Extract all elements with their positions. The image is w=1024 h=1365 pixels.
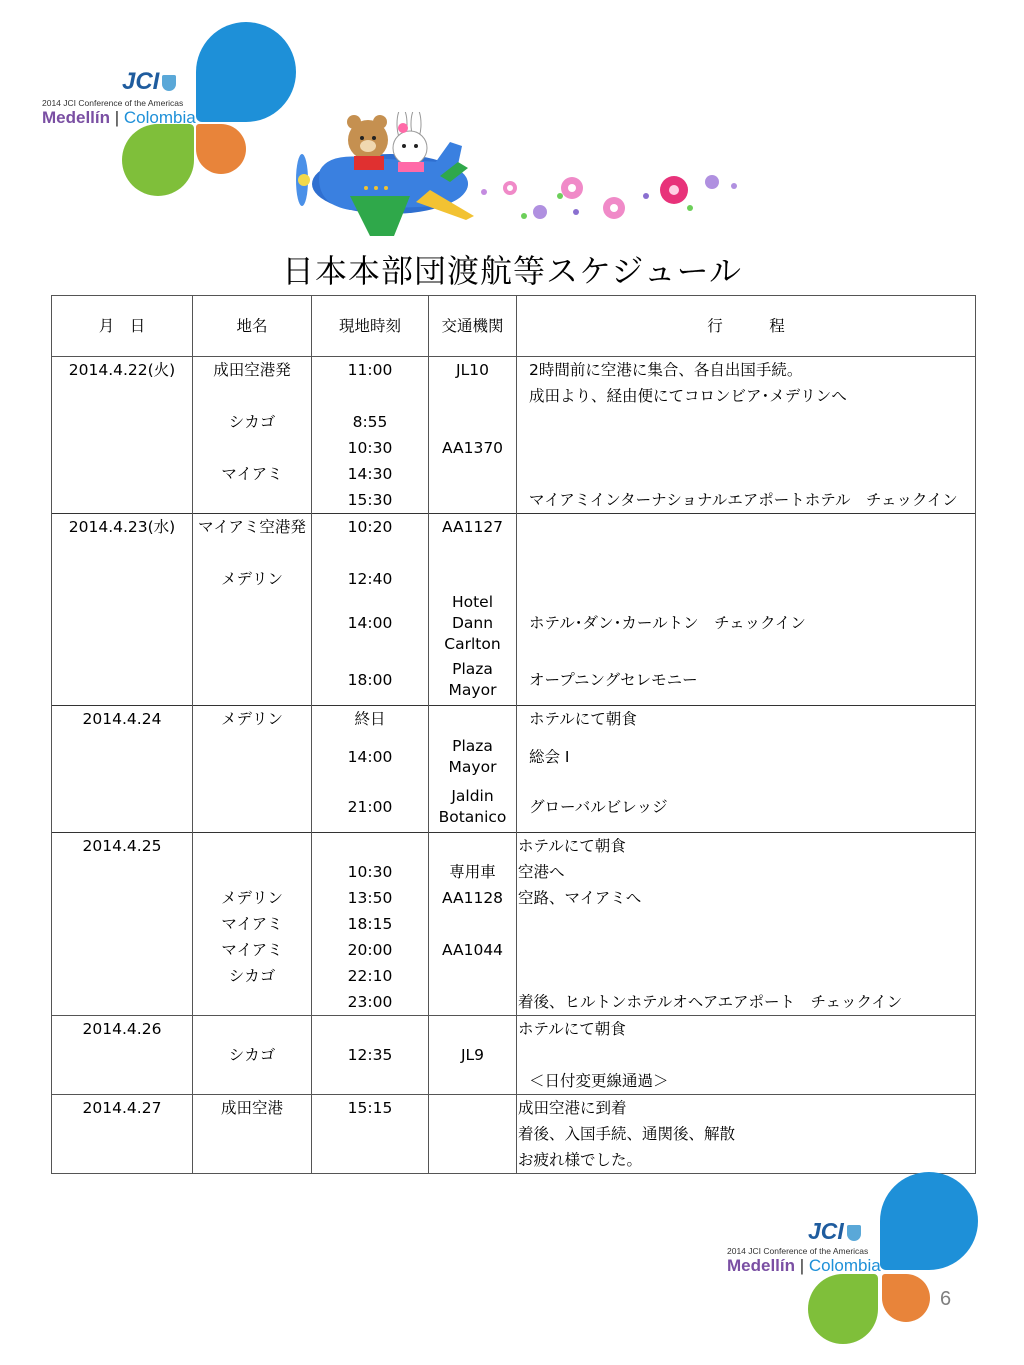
transport-cell: Plaza Mayor: [429, 732, 517, 782]
itinerary-cell: 空路、マイアミへ: [517, 885, 976, 911]
time-cell: 18:00: [312, 655, 429, 706]
date-cell: [52, 1042, 193, 1068]
table-row: [52, 409, 976, 435]
page-number: 6: [940, 1288, 952, 1310]
time-cell: 14:00: [312, 732, 429, 782]
place-cell: [193, 487, 312, 514]
table-row: [52, 383, 976, 409]
place-cell: [193, 859, 312, 885]
table-row: [52, 540, 976, 566]
place-cell: [193, 540, 312, 566]
table-row: [52, 1095, 976, 1122]
date-cell: [52, 911, 193, 937]
table-row: [52, 566, 976, 592]
table-row: [52, 937, 976, 963]
logo-orange-blob: [882, 1274, 930, 1322]
itinerary-cell: ホテルにて朝食: [517, 833, 976, 860]
itinerary-cell: グローバルビレッジ: [517, 782, 976, 833]
date-cell: [52, 435, 193, 461]
time-cell: [312, 540, 429, 566]
logo-green-blob: [122, 124, 194, 196]
itinerary-cell: 2時間前に空港に集合、各自出国手続。: [517, 357, 976, 384]
itinerary-cell: 空港へ: [517, 859, 976, 885]
itinerary-cell: [517, 963, 976, 989]
date-cell: 2014.4.22(火): [52, 357, 193, 384]
place-cell: シカゴ: [193, 409, 312, 435]
table-row: [52, 963, 976, 989]
schedule-table: [51, 295, 976, 1174]
time-cell: 14:00: [312, 592, 429, 655]
date-cell: [52, 383, 193, 409]
place-cell: [193, 592, 312, 655]
logo-blue-blob: [196, 22, 296, 122]
date-cell: 2014.4.23(水): [52, 514, 193, 541]
itinerary-cell: ホテルにて朝食: [517, 706, 976, 733]
conference-city: Medellín | Colombia: [727, 1256, 881, 1275]
table-row: [52, 1042, 976, 1068]
date-cell: 2014.4.25: [52, 833, 193, 860]
transport-cell: AA1128: [429, 885, 517, 911]
conference-city: Medellín | Colombia: [42, 108, 196, 127]
flower-decoration: [481, 175, 737, 219]
table-row: [52, 833, 976, 860]
itinerary-cell: [517, 1042, 976, 1068]
table-row: [52, 357, 976, 384]
date-cell: 2014.4.27: [52, 1095, 193, 1122]
place-cell: マイアミ: [193, 911, 312, 937]
time-cell: 終日: [312, 706, 429, 733]
transport-cell: Jaldin Botanico: [429, 782, 517, 833]
time-cell: 12:35: [312, 1042, 429, 1068]
itinerary-cell: ホテルにて朝食: [517, 1016, 976, 1043]
transport-cell: Plaza Mayor: [429, 655, 517, 706]
itinerary-cell: マイアミインターナショナルエアポートホテル チェックイン: [517, 487, 976, 514]
date-cell: [52, 937, 193, 963]
place-cell: マイアミ: [193, 461, 312, 487]
table-row: [52, 514, 976, 541]
table-row: [52, 655, 976, 706]
transport-cell: 専用車: [429, 859, 517, 885]
date-cell: [52, 461, 193, 487]
time-cell: 14:30: [312, 461, 429, 487]
header-itinerary: 行 程: [517, 296, 976, 357]
time-cell: [312, 833, 429, 860]
date-cell: [52, 859, 193, 885]
date-cell: [52, 1121, 193, 1147]
table-row: [52, 1068, 976, 1095]
place-cell: [193, 435, 312, 461]
table-row: [52, 885, 976, 911]
place-cell: メデリン: [193, 706, 312, 733]
place-cell: [193, 1147, 312, 1174]
jci-brand: JCI: [122, 68, 176, 96]
table-row: [52, 911, 976, 937]
conference-name: 2014 JCI Conference of the Americas: [42, 98, 184, 108]
time-cell: [312, 1121, 429, 1147]
jci-logo-bottom: [722, 1170, 982, 1350]
conference-name: 2014 JCI Conference of the Americas: [727, 1246, 869, 1256]
transport-cell: [429, 833, 517, 860]
logo-blue-blob: [880, 1172, 978, 1270]
table-row: [52, 592, 976, 655]
table-row: [52, 1121, 976, 1147]
transport-cell: AA1127: [429, 514, 517, 541]
time-cell: 10:30: [312, 435, 429, 461]
jci-logo-top: [40, 22, 300, 202]
transport-cell: [429, 487, 517, 514]
rabbit-icon: [393, 112, 427, 172]
date-cell: [52, 655, 193, 706]
itinerary-cell: [517, 461, 976, 487]
place-cell: マイアミ: [193, 937, 312, 963]
date-cell: [52, 885, 193, 911]
time-cell: 22:10: [312, 963, 429, 989]
time-cell: 13:50: [312, 885, 429, 911]
time-cell: [312, 1016, 429, 1043]
date-cell: [52, 409, 193, 435]
table-row: [52, 782, 976, 833]
itinerary-cell: ＜日付変更線通過＞: [517, 1068, 976, 1095]
place-cell: [193, 1068, 312, 1095]
itinerary-cell: [517, 566, 976, 592]
transport-cell: [429, 989, 517, 1016]
logo-orange-blob: [196, 124, 246, 174]
transport-cell: [429, 540, 517, 566]
transport-cell: [429, 409, 517, 435]
itinerary-cell: [517, 435, 976, 461]
table-header-row: [52, 296, 976, 357]
place-cell: [193, 782, 312, 833]
table-row: [52, 435, 976, 461]
time-cell: 11:00: [312, 357, 429, 384]
itinerary-cell: [517, 514, 976, 541]
time-cell: [312, 1068, 429, 1095]
date-cell: [52, 566, 193, 592]
date-cell: [52, 1068, 193, 1095]
jci-shield-icon: [847, 1225, 861, 1241]
table-row: [52, 487, 976, 514]
time-cell: 10:30: [312, 859, 429, 885]
transport-cell: AA1370: [429, 435, 517, 461]
header-place: 地名: [193, 296, 312, 357]
transport-cell: [429, 566, 517, 592]
transport-cell: [429, 706, 517, 733]
page-title: 日本本部団渡航等スケジュール: [281, 252, 743, 290]
itinerary-cell: [517, 409, 976, 435]
transport-cell: AA1044: [429, 937, 517, 963]
header-time: 現地時刻: [312, 296, 429, 357]
header-date: 月 日: [52, 296, 193, 357]
place-cell: [193, 833, 312, 860]
place-cell: メデリン: [193, 566, 312, 592]
table-row: [52, 1016, 976, 1043]
jci-shield-icon: [162, 75, 176, 91]
place-cell: [193, 383, 312, 409]
itinerary-cell: 成田空港に到着: [517, 1095, 976, 1122]
transport-cell: [429, 1147, 517, 1174]
transport-cell: Hotel Dann Carlton: [429, 592, 517, 655]
time-cell: 20:00: [312, 937, 429, 963]
transport-cell: [429, 383, 517, 409]
transport-cell: [429, 1016, 517, 1043]
place-cell: シカゴ: [193, 963, 312, 989]
itinerary-cell: [517, 911, 976, 937]
place-cell: [193, 732, 312, 782]
itinerary-cell: 成田より、経由便にてコロンビア･メデリンへ: [517, 383, 976, 409]
table-row: [52, 989, 976, 1016]
time-cell: 12:40: [312, 566, 429, 592]
time-cell: 8:55: [312, 409, 429, 435]
time-cell: 15:15: [312, 1095, 429, 1122]
table-row: [52, 732, 976, 782]
time-cell: [312, 383, 429, 409]
transport-cell: JL9: [429, 1042, 517, 1068]
table-row: [52, 706, 976, 733]
transport-cell: [429, 1121, 517, 1147]
itinerary-cell: お疲れ様でした。: [517, 1147, 976, 1174]
place-cell: 成田空港発: [193, 357, 312, 384]
itinerary-cell: オープニングセレモニー: [517, 655, 976, 706]
itinerary-cell: 着後、入国手続、通関後、解散: [517, 1121, 976, 1147]
place-cell: [193, 1016, 312, 1043]
time-cell: 21:00: [312, 782, 429, 833]
time-cell: 23:00: [312, 989, 429, 1016]
itinerary-cell: ホテル･ダン･カールトン チェックイン: [517, 592, 976, 655]
transport-cell: [429, 461, 517, 487]
transport-cell: [429, 1095, 517, 1122]
transport-cell: [429, 963, 517, 989]
header-transport: 交通機関: [429, 296, 517, 357]
date-cell: [52, 487, 193, 514]
itinerary-cell: [517, 937, 976, 963]
time-cell: [312, 1147, 429, 1174]
itinerary-cell: 総会 I: [517, 732, 976, 782]
date-cell: [52, 782, 193, 833]
place-cell: [193, 655, 312, 706]
transport-cell: [429, 911, 517, 937]
time-cell: 15:30: [312, 487, 429, 514]
place-cell: メデリン: [193, 885, 312, 911]
date-cell: [52, 989, 193, 1016]
date-cell: 2014.4.24: [52, 706, 193, 733]
table-row: [52, 461, 976, 487]
airplane-illustration: [290, 112, 750, 252]
logo-green-blob: [808, 1274, 878, 1344]
itinerary-cell: 着後、ヒルトンホテルオヘアエアポート チェックイン: [517, 989, 976, 1016]
place-cell: 成田空港: [193, 1095, 312, 1122]
date-cell: [52, 1147, 193, 1174]
time-cell: 10:20: [312, 514, 429, 541]
table-row: [52, 859, 976, 885]
place-cell: [193, 989, 312, 1016]
place-cell: シカゴ: [193, 1042, 312, 1068]
jci-brand: JCI: [808, 1218, 861, 1245]
airplane-icon: [296, 142, 474, 236]
date-cell: [52, 540, 193, 566]
date-cell: [52, 963, 193, 989]
itinerary-cell: [517, 540, 976, 566]
transport-cell: JL10: [429, 357, 517, 384]
date-cell: [52, 732, 193, 782]
transport-cell: [429, 1068, 517, 1095]
date-cell: 2014.4.26: [52, 1016, 193, 1043]
place-cell: [193, 1121, 312, 1147]
place-cell: マイアミ空港発: [193, 514, 312, 541]
time-cell: 18:15: [312, 911, 429, 937]
date-cell: [52, 592, 193, 655]
